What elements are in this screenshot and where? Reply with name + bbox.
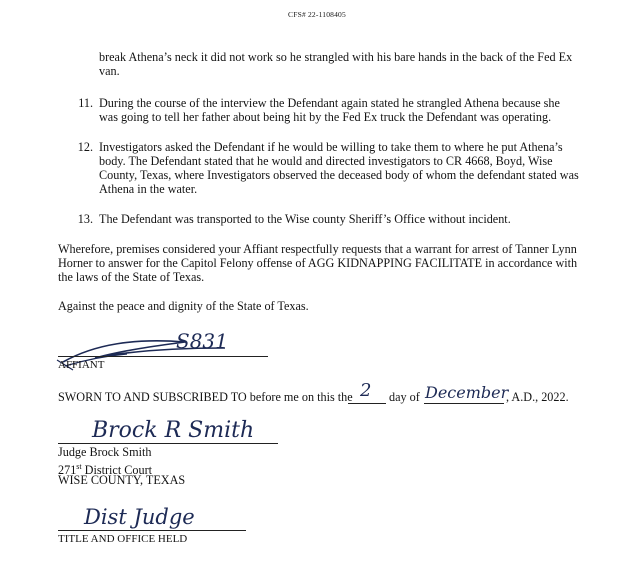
item-11-line-1: During the course of the interview the Defendant again stated he strangled Athena because she xyxy=(99,96,560,110)
item-12-line-2: body. The Defendant stated that he would and directed investigators to CR 4668, Boyd, Wise xyxy=(99,154,553,168)
item-13-number: 13. xyxy=(77,212,93,226)
affiant-badge-number: S831 xyxy=(176,329,228,353)
judge-signature: Brock R Smith xyxy=(92,418,255,443)
judge-name: Judge Brock Smith xyxy=(58,445,152,459)
sworn-month: December xyxy=(425,383,509,402)
judge-county: WISE COUNTY, TEXAS xyxy=(58,473,186,487)
item-11-line-2: was going to tell her father about being hit by the Fed Ex truck the Defendant was operating. xyxy=(99,110,552,124)
sworn-day-line xyxy=(348,403,386,404)
title-office-label: TITLE AND OFFICE HELD xyxy=(58,533,188,545)
affiant-label: AFFIANT xyxy=(58,359,105,371)
judge-signature-line xyxy=(58,443,278,444)
sworn-prefix: SWORN TO AND SUBSCRIBED TO before me on this the xyxy=(58,390,353,404)
item-12-line-4: Athena in the water. xyxy=(99,182,198,196)
continued-line-2: van. xyxy=(99,64,120,78)
sworn-day-of: day of xyxy=(389,390,420,404)
item-11-number: 11. xyxy=(78,96,93,110)
peace-dignity-line: Against the peace and dignity of the State of Texas. xyxy=(58,299,309,313)
sworn-month-line xyxy=(424,403,504,404)
case-header: CFS# 22-1108405 xyxy=(288,10,346,19)
sworn-suffix: , A.D., 2022. xyxy=(506,390,569,404)
continued-line-1: break Athena’s neck it did not work so he strangled with his bare hands in the back of the Fed Ex xyxy=(99,50,573,64)
item-12-line-3: County, Texas, where Investigators observed the deceased body of whom the defendant stated was xyxy=(99,168,579,182)
wherefore-line-1: Wherefore, premises considered your Affiant respectfully requests that a warrant for arrest of Tanner Lynn xyxy=(58,242,577,256)
item-12-number: 12. xyxy=(77,140,93,154)
item-13-line-1: The Defendant was transported to the Wise county Sheriff’s Office without incident. xyxy=(99,212,511,226)
affiant-signature-line xyxy=(58,356,268,357)
item-12-line-1: Investigators asked the Defendant if he would be willing to take them to where he put Athena’s xyxy=(99,140,563,154)
judge-court: 271st District Court xyxy=(58,462,153,478)
title-line xyxy=(58,530,246,531)
sworn-day: 2 xyxy=(360,380,372,401)
wherefore-line-2: Horner to answer for the Capitol Felony offense of AGG KIDNAPPING FACILITATE in accordance with xyxy=(58,256,578,270)
wherefore-line-3: the laws of the State of Texas. xyxy=(58,270,205,284)
title-handwritten: Dist Judge xyxy=(84,505,195,529)
